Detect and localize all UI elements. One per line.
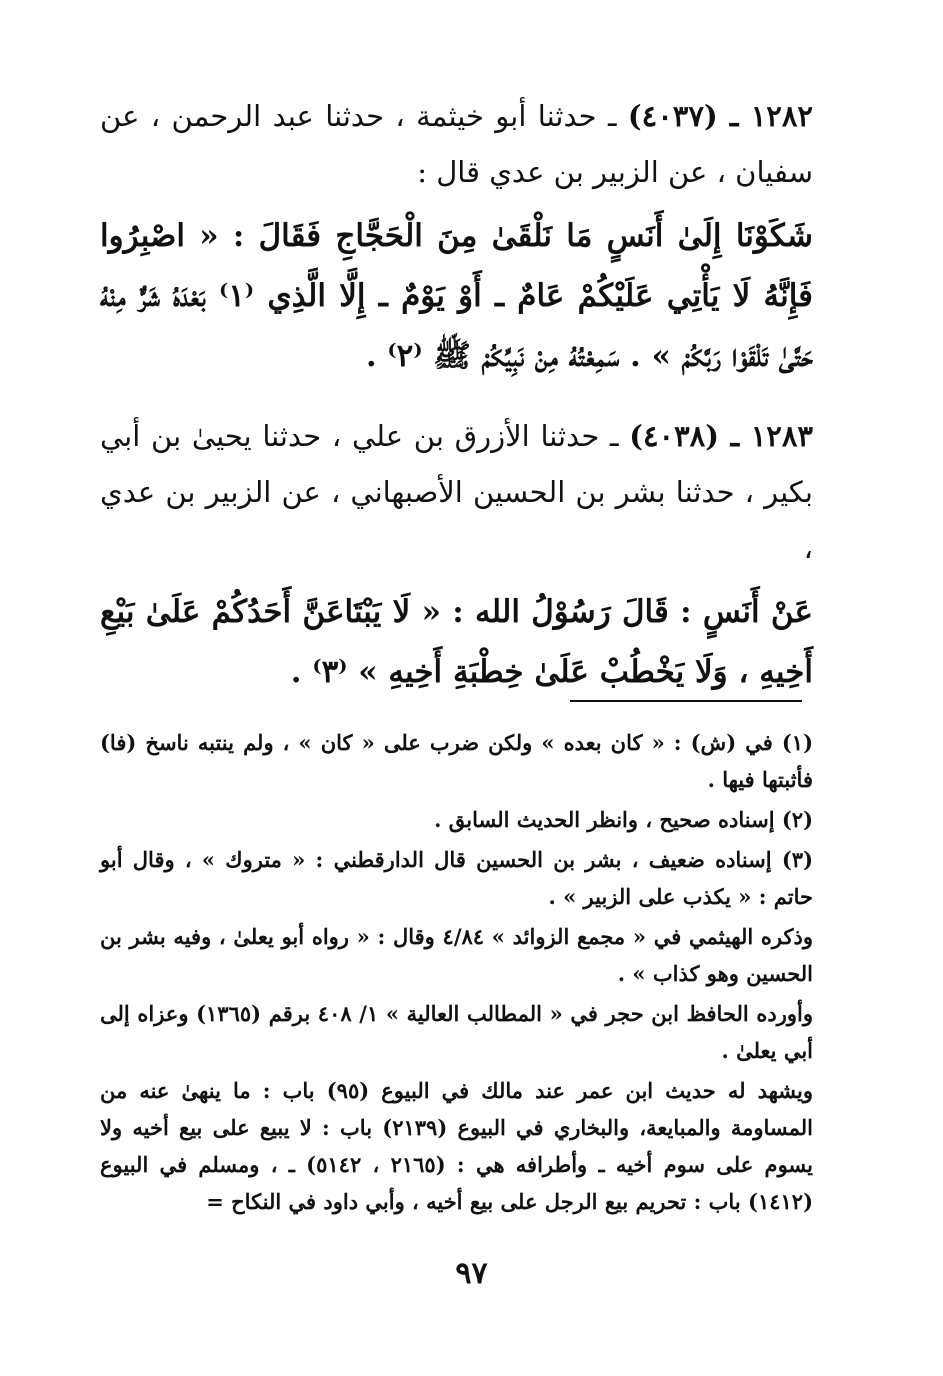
main-text [100,88,813,714]
hadith-1282-number: ١٢٨٢ ـ (٤٠٣٧) [627,99,813,133]
hadith-1283-number: ١٢٨٣ ـ (٤٠٣٨) [629,419,813,453]
hadith-1283-text: عَنْ أَنَسٍ : قَالَ رَسُوْلُ الله : « لَا يَبْتَاعَنَّ أَحَدُكُمْ عَلَىٰ بَيْعِ أَخِيهِ ، وَلَا يَخْطُبْ عَلَىٰ خِطْبَةِ أَخِيهِ » ⁽٣⁾ . [100,594,813,690]
footnote-divider [570,700,802,702]
footnote-3: (٣) إسناده ضعيف ، بشر بن الحسين قال الدارقطني : « متروك » ، وقال أبو حاتم : « يكذب على الزبير » . [100,847,813,909]
hadith-1283-isnad: ـ حدثنا الأزرق بن علي ، حدثنا يحيىٰ بن أبي بكير ، حدثنا بشر بن الحسين الأصبهاني ، عن الزبير بن عدي ، [100,419,813,565]
hadith-1282-chain [100,88,813,200]
footnote-3-witness: ويشهد له حديث ابن عمر عند مالك في البيوع (٩٥) باب : ما ينهىٰ عنه من المساومة والمبايعة، والبخاري في البيوع (٢١٣٩) باب : لا يبيع على بيع أخيه ولا يسوم على سوم أخيه ـ وأطرافه هي : (٢١٦٥ ، ٥١٤٢) ـ ، ومسلم في البيوع (١٤١٢) باب : تحريم بيع الرجل على بيع أخيه ، وأبي داود في النكاح = [100,1078,813,1214]
hadith-1282-text: شَكَوْنَا إِلَىٰ أَنَسٍ مَا نَلْقَىٰ مِنَ الْحَجَّاجِ فَقَالَ : « اصْبِرُوا فَإِنَّهُ لَا يَأْتِي عَلَيْكُمْ عَامٌ ـ أَوْ يَوْمٌ ـ إِلَّا الَّذِي ⁽١⁾ بَعْدَهُ شَرٌّ مِنْهُ حَتَّىٰ تَلْقَوْا رَبَّكُمْ » . سَمِعْتُهُ مِنْ نَبِيِّكُمْ ﷺ ⁽٢⁾ . [100,218,814,374]
footnotes [100,724,813,1223]
hadith-1283-chain [100,408,813,576]
footnote-2: (٢) إسناده صحيح ، وانظر الحديث السابق . [434,807,813,832]
page-number: ٩٧ [455,1256,488,1291]
footnote-3-haythami: وذكره الهيثمي في « مجمع الزوائد » ٤/٨٤ وقال : « رواه أبو يعلىٰ ، وفيه بشر بن الحسين وهو كذاب » . [100,924,813,986]
footnote-3-ibn-hajar: وأورده الحافظ ابن حجر في « المطالب العالية » ١/ ٤٠٨ برقم (١٣٦٥) وعزاه إلى أبي يعلىٰ . [100,1001,813,1063]
hadith-1282-isnad: ـ حدثنا أبو خيثمة ، حدثنا عبد الرحمن ، عن سفيان ، عن الزبير بن عدي قال : [100,99,813,189]
footnote-1: (١) في (ش) : « كان بعده » ولكن ضرب على « كان » ، ولم ينتبه ناسخ (فا) فأثبتها فيها . [100,730,813,792]
